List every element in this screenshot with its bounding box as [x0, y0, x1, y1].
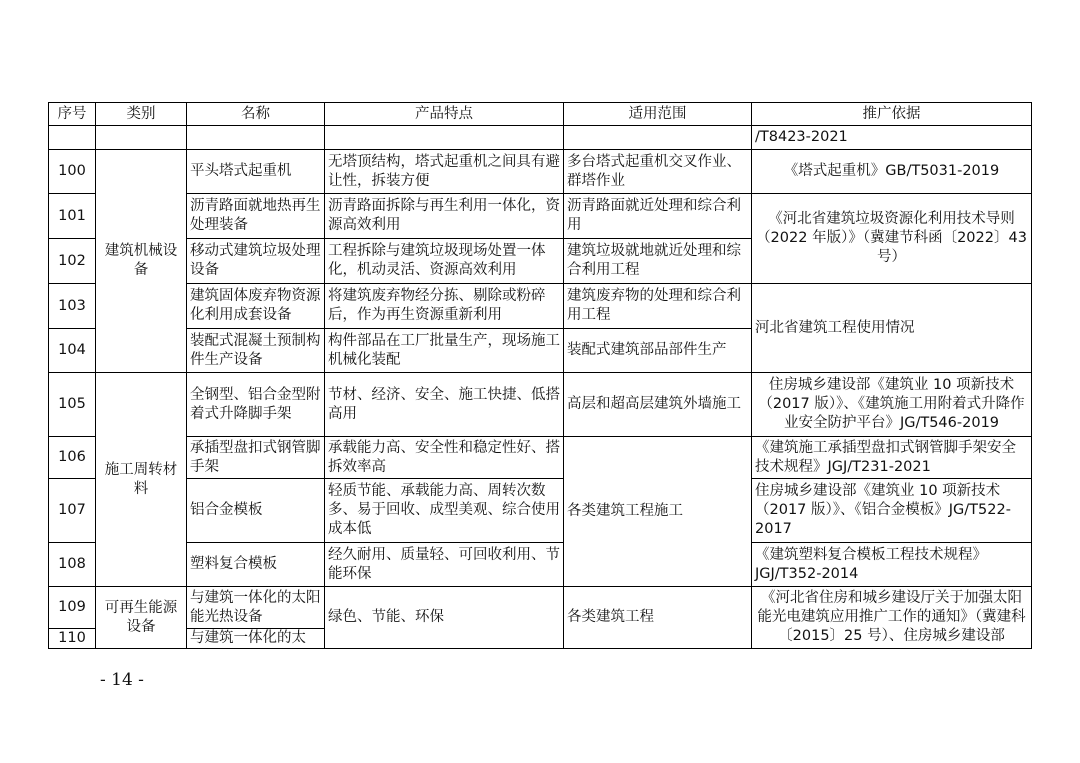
cell-scope: 装配式建筑部品部件生产 — [564, 329, 752, 373]
cell-scope: 沥青路面就近处理和综合利用 — [564, 194, 752, 239]
cell-category: 可再生能源设备 — [96, 587, 187, 649]
cell-name: 平头塔式起重机 — [187, 150, 325, 194]
table-row — [49, 373, 1032, 437]
table-row — [49, 437, 1032, 479]
table-row — [49, 126, 1032, 150]
table-row — [49, 194, 1032, 239]
header-feature: 产品特点 — [325, 103, 564, 126]
cell-no — [49, 126, 96, 150]
cell-scope — [564, 126, 752, 150]
cell-no: 102 — [49, 239, 96, 284]
cell-no: 103 — [49, 284, 96, 329]
header-category: 类别 — [96, 103, 187, 126]
cell-feature: 节材、经济、安全、施工快捷、低搭高用 — [325, 373, 564, 437]
cell-no: 110 — [49, 629, 96, 649]
cell-feature: 无塔顶结构，塔式起重机之间具有避让性，拆装方便 — [325, 150, 564, 194]
cell-basis: 河北省建筑工程使用情况 — [752, 284, 1032, 373]
cell-basis: 《河北省建筑垃圾资源化利用技术导则（2022 年版）》（冀建节科函〔2022〕43 号） — [752, 194, 1032, 284]
cell-feature — [325, 126, 564, 150]
cell-category: 建筑机械设备 — [96, 150, 187, 373]
cell-no: 100 — [49, 150, 96, 194]
product-table — [48, 102, 1032, 649]
cell-basis: 住房城乡建设部《建筑业 10 项新技术（2017 版）》、《建筑施工用附着式升降作业安全防护平台》JG/T546-2019 — [752, 373, 1032, 437]
table-row — [49, 587, 1032, 629]
cell-no: 105 — [49, 373, 96, 437]
cell-feature: 轻质节能、承载能力高、周转次数多、易于回收、成型美观、综合使用成本低 — [325, 479, 564, 543]
header-row — [49, 103, 1032, 126]
cell-category: 施工周转材料 — [96, 373, 187, 587]
cell-no: 101 — [49, 194, 96, 239]
table-row — [49, 543, 1032, 587]
page-number: - 14 - — [100, 670, 144, 690]
cell-no: 107 — [49, 479, 96, 543]
header-no: 序号 — [49, 103, 96, 126]
cell-feature: 承载能力高、安全性和稳定性好、搭拆效率高 — [325, 437, 564, 479]
cell-no: 104 — [49, 329, 96, 373]
cell-scope: 各类建筑工程施工 — [564, 437, 752, 587]
cell-scope: 建筑垃圾就地就近处理和综合利用工程 — [564, 239, 752, 284]
cell-name: 移动式建筑垃圾处理设备 — [187, 239, 325, 284]
cell-basis: 《河北省住房和城乡建设厅关于加强太阳能光电建筑应用推广工作的通知》（冀建科〔2015〕25 号）、住房城乡建设部 — [752, 587, 1032, 649]
cell-name: 沥青路面就地热再生处理装备 — [187, 194, 325, 239]
table-row — [49, 150, 1032, 194]
header-scope: 适用范围 — [564, 103, 752, 126]
cell-name: 塑料复合模板 — [187, 543, 325, 587]
cell-scope: 建筑废弃物的处理和综合利用工程 — [564, 284, 752, 329]
cell-feature: 绿色、节能、环保 — [325, 587, 564, 649]
cell-no: 108 — [49, 543, 96, 587]
cell-basis: 《塔式起重机》GB/T5031-2019 — [752, 150, 1032, 194]
cell-basis: 住房城乡建设部《建筑业 10 项新技术（2017 版）》、《铝合金模板》JG/T522-2017 — [752, 479, 1032, 543]
cell-scope: 高层和超高层建筑外墙施工 — [564, 373, 752, 437]
cell-category — [96, 126, 187, 150]
table-row — [49, 479, 1032, 543]
cell-name: 承插型盘扣式钢管脚手架 — [187, 437, 325, 479]
cell-no: 106 — [49, 437, 96, 479]
cell-name: 全钢型、铝合金型附着式升降脚手架 — [187, 373, 325, 437]
cell-basis: 《建筑塑料复合模板工程技术规程》JGJ/T352-2014 — [752, 543, 1032, 587]
cell-no: 109 — [49, 587, 96, 629]
cell-name: 建筑固体废弃物资源化利用成套设备 — [187, 284, 325, 329]
cell-feature: 构件部品在工厂批量生产，现场施工机械化装配 — [325, 329, 564, 373]
cell-feature: 经久耐用、质量轻、可回收利用、节能环保 — [325, 543, 564, 587]
cell-name: 装配式混凝土预制构件生产设备 — [187, 329, 325, 373]
cell-name: 与建筑一体化的太 — [187, 629, 325, 649]
header-basis: 推广依据 — [752, 103, 1032, 126]
cell-feature: 沥青路面拆除与再生利用一体化，资源高效利用 — [325, 194, 564, 239]
cell-basis: /T8423-2021 — [752, 126, 1032, 150]
cell-scope: 各类建筑工程 — [564, 587, 752, 649]
header-name: 名称 — [187, 103, 325, 126]
cell-name: 与建筑一体化的太阳能光热设备 — [187, 587, 325, 629]
table-row — [49, 284, 1032, 329]
cell-feature: 将建筑废弃物经分拣、剔除或粉碎后，作为再生资源重新利用 — [325, 284, 564, 329]
cell-scope: 多台塔式起重机交叉作业、群塔作业 — [564, 150, 752, 194]
cell-name: 铝合金模板 — [187, 479, 325, 543]
cell-feature: 工程拆除与建筑垃圾现场处置一体化，机动灵活、资源高效利用 — [325, 239, 564, 284]
cell-basis: 《建筑施工承插型盘扣式钢管脚手架安全技术规程》JGJ/T231-2021 — [752, 437, 1032, 479]
cell-name — [187, 126, 325, 150]
